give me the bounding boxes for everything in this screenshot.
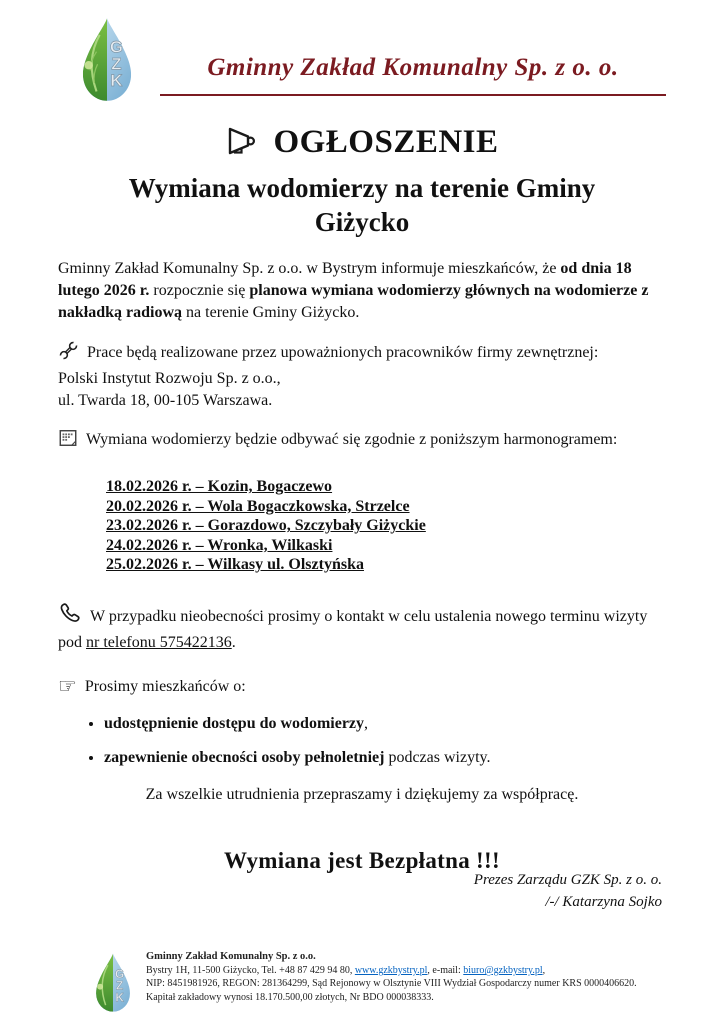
request-item (104, 713, 666, 735)
signature-role: Prezes Zarządu GZK Sp. z o. o. (473, 872, 662, 888)
signature-name: /-/ Katarzyna Sojko (545, 893, 662, 910)
footer (90, 950, 637, 1014)
request-item-rest: , (364, 715, 369, 733)
footer-registry-line: NIP: 8451981926, REGON: 281364299, Sąd Rejonowy w Olsztynie VIII Wydział Gospodarczy numer KRS 0000406620. (146, 978, 637, 990)
intro-text: rozpocznie się (149, 281, 250, 299)
svg-text:G: G (109, 37, 123, 57)
footer-email-link[interactable]: biuro@gzkbystry.pl (463, 965, 543, 977)
contractor-company: Polski Instytut Rozwoju Sp. z o.o., (58, 370, 281, 388)
megaphone-icon (225, 126, 263, 164)
footer-comma: , (542, 965, 546, 977)
intro-date-bold: od dnia 18 lutego 2026 r. (58, 259, 632, 299)
page-title-text: OGŁOSZENIE (273, 124, 499, 160)
contractor-address: ul. Twarda 18, 00-105 Warszawa. (58, 392, 273, 410)
footer-company-name: Gminny Zakład Komunalny Sp. z o.o. (146, 951, 316, 962)
svg-text:K: K (110, 71, 123, 91)
header-title-block (146, 16, 666, 96)
footer-text-block (146, 950, 637, 1004)
intro-text: Gminny Zakład Komunalny Sp. z o.o. w Bystrym informuje mieszkańców, że (58, 259, 561, 277)
page-title (58, 124, 666, 164)
company-name: Gminny Zakład Komunalny Sp. z o. o. (207, 54, 619, 81)
schedule-item: 20.02.2026 r. – Wola Bogaczkowska, Strzelce (106, 497, 410, 515)
schedule-list (106, 477, 666, 575)
signature-block (474, 870, 662, 914)
request-item-bold: udostępnienie dostępu do wodomierzy (104, 715, 365, 733)
contact-text: . (231, 634, 236, 651)
gzk-water-drop-logo-icon (68, 16, 146, 104)
svg-text:K: K (115, 990, 124, 1005)
gzk-water-drop-logo-icon (90, 952, 136, 1014)
footer-address: Bystry 1H, 11-500 Giżycko, Tel. +48 87 429 94 80, (146, 965, 355, 977)
footer-website-link[interactable]: www.gzkbystry.pl (354, 965, 428, 977)
schedule-item: 24.02.2026 r. – Wronka, Wilkaski (106, 536, 333, 554)
pointing-hand-icon: ☞ (58, 674, 77, 699)
requests-intro-text: Prosimy mieszkańców o: (84, 678, 246, 696)
footer-capital-line: Kapitał zakładowy wynosi 18.170.500,00 złotych, Nr BDO 000038333. (146, 991, 434, 1003)
phone-icon (58, 601, 82, 632)
contact-phone-number: nr telefonu 575422136 (86, 634, 232, 651)
schedule-item: 23.02.2026 r. – Gorazdowo, Szczybały Giżyckie (106, 517, 426, 535)
request-item-rest: podczas wizyty. (384, 748, 491, 766)
svg-text:Z: Z (116, 978, 124, 993)
page-subtitle: Wymiana wodomierzy na terenie Gminy Giżycko (128, 173, 596, 238)
intro-scope-bold: planowa wymiana wodomierzy głównych na wodomierze z nakładką radiową (58, 281, 649, 321)
request-item (104, 747, 666, 769)
requests-intro (58, 672, 666, 701)
svg-text:G: G (115, 966, 125, 981)
contact-text: W przypadku nieobecności prosimy o kontakt w celu ustalenia nowego terminu wizyty pod (58, 607, 648, 651)
requests-list (86, 713, 666, 768)
svg-text:Z: Z (111, 54, 122, 74)
contact-paragraph (58, 601, 666, 654)
contractor-line1: Prace będą realizowane przez upoważnionych pracowników firmy zewnętrznej: (87, 344, 599, 362)
announcement-body (0, 124, 724, 874)
footer-contact-line (146, 964, 637, 977)
schedule-intro-text: Wymiana wodomierzy będzie odbywać się zgodnie z poniższym harmonogramem: (86, 431, 618, 449)
header (0, 0, 724, 104)
intro-text: na terenie Gminy Giżycko. (182, 303, 360, 321)
apology-line: Za wszelkie utrudnienia przepraszamy i dziękujemy za współpracę. (145, 786, 579, 804)
schedule-item: 18.02.2026 r. – Kozin, Bogaczewo (106, 478, 333, 496)
footer-email-label: , e-mail: (427, 965, 464, 977)
wrench-icon (58, 340, 79, 368)
contractor-paragraph (58, 340, 666, 412)
schedule-intro-paragraph (58, 428, 666, 455)
header-divider (160, 94, 666, 96)
request-item-bold: zapewnienie obecności osoby pełnoletniej (104, 748, 385, 766)
free-replacement-notice: Wymiana jest Bezpłatna !!! (224, 848, 500, 874)
intro-paragraph (58, 258, 666, 324)
schedule-item: 25.02.2026 r. – Wilkasy ul. Olsztyńska (106, 556, 364, 574)
calendar-icon (58, 428, 78, 455)
